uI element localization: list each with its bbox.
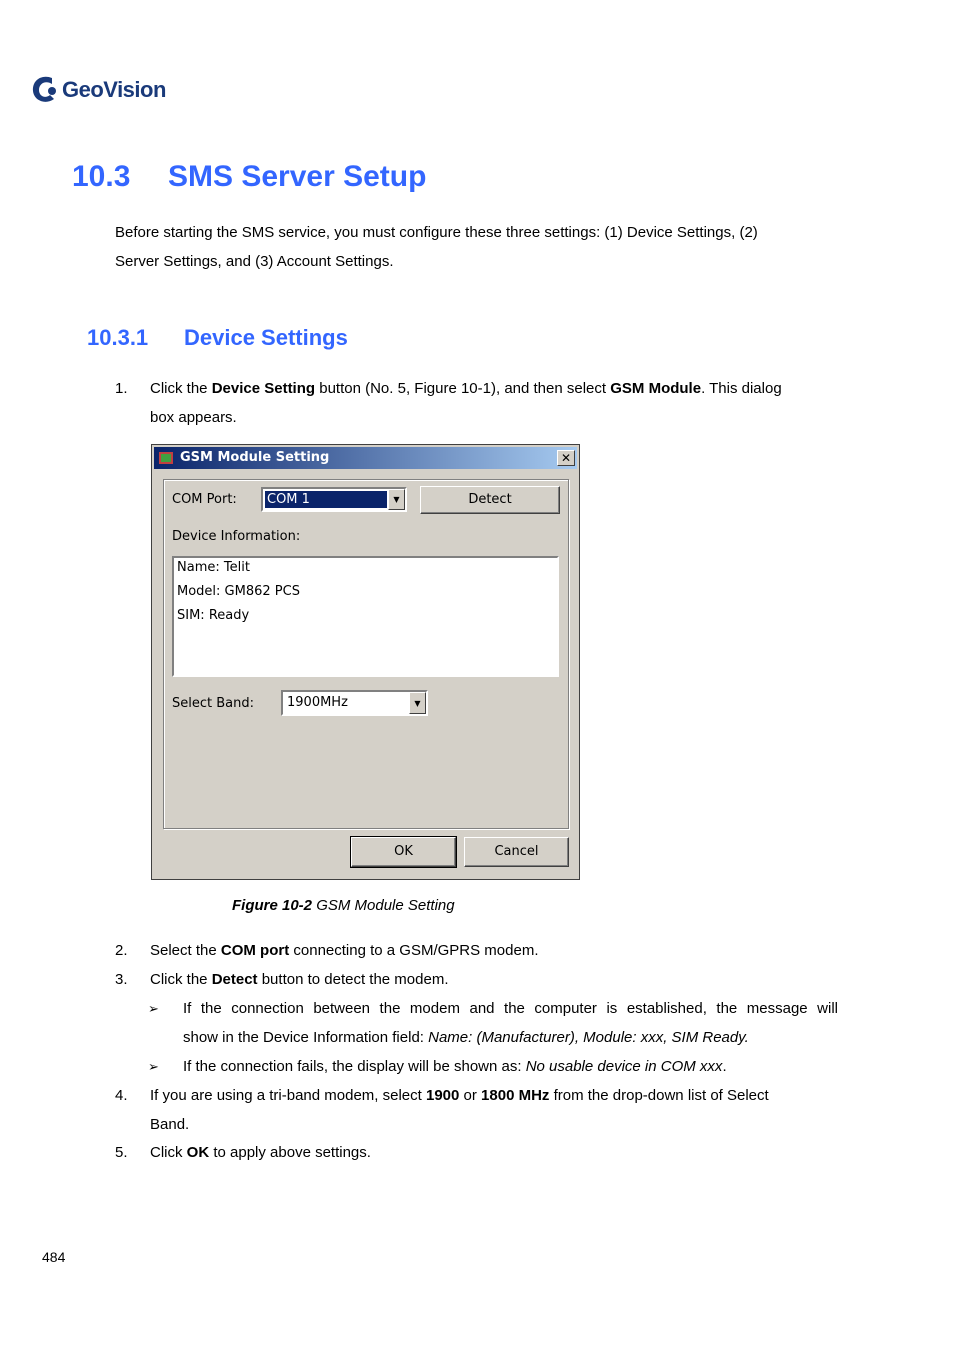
geovision-logo [30,72,166,108]
figure-number: Figure 10-2 [232,897,313,914]
device-info-model: Model: GM862 PCS [177,584,300,599]
section-title: SMS Server Setup [168,160,427,193]
com-port-select[interactable] [261,487,407,512]
select-band-label: Select Band: [172,696,254,711]
intro-paragraph [115,218,840,276]
logo-wordmark: GeoVision [62,77,166,102]
device-information-label: Device Information: [172,529,301,544]
list-item: 2. Select the COM port connecting to a GSM/GPRS modem. [115,942,539,959]
arrow-bullet-icon: ➢ [148,1001,159,1016]
bullet-item: ➢ If the connection between the modem and the computer is established, the message will show in the Device Information field: Name: (Manufacturer), Module: xxx, SIM Ready. [148,994,838,1052]
figure-caption [232,897,455,914]
page-number: 484 [42,1249,66,1265]
device-info-sim: SIM: Ready [177,608,250,623]
device-information-box[interactable] [172,556,559,677]
dialog-title: GSM Module Setting [180,450,330,465]
chevron-down-icon[interactable]: ▼ [388,489,405,510]
list-item: 5. Click OK to apply above settings. [115,1144,371,1161]
intro-line-1: Before starting the SMS service, you must configure these three settings: (1) Device Settings, (2) [115,224,758,241]
bullet-item: ➢ If the connection fails, the display will be shown as: No usable device in COM xxx. [148,1052,838,1081]
close-button[interactable]: ✕ [557,450,575,466]
com-port-value: COM 1 [265,491,387,508]
geovision-swirl-icon [30,74,60,106]
device-info-name: Name: Telit [177,560,250,575]
list-item: 3. Click the Detect button to detect the modem. [115,971,449,988]
ok-button[interactable]: OK [351,837,456,867]
list-item: 4. If you are using a tri-band modem, select 1900 or 1800 MHz from the drop-down list of Select Band. [115,1087,769,1133]
detect-button[interactable]: Detect [420,486,560,514]
figure-title: GSM Module Setting [312,897,455,914]
arrow-bullet-icon: ➢ [148,1059,159,1074]
section-number: 10.3 [72,160,131,193]
cancel-button[interactable]: Cancel [464,837,569,867]
select-band-select[interactable] [281,690,428,716]
list-item: 1. Click the Device Setting button (No. 5, Figure 10-1), and then select GSM Module. This dialog box appears. [115,380,782,426]
select-band-value: 1900MHz [287,695,348,710]
com-port-label: COM Port: [172,492,237,507]
gsm-module-setting-dialog [151,444,580,880]
chevron-down-icon[interactable]: ▼ [409,692,426,714]
dialog-title-bar[interactable] [154,447,577,469]
subsection-heading [87,325,348,351]
subsection-title: Device Settings [184,325,348,350]
section-heading [72,160,426,194]
app-icon [158,450,174,466]
intro-line-2: Server Settings, and (3) Account Settings. [115,253,394,270]
subsection-number: 10.3.1 [87,325,149,350]
